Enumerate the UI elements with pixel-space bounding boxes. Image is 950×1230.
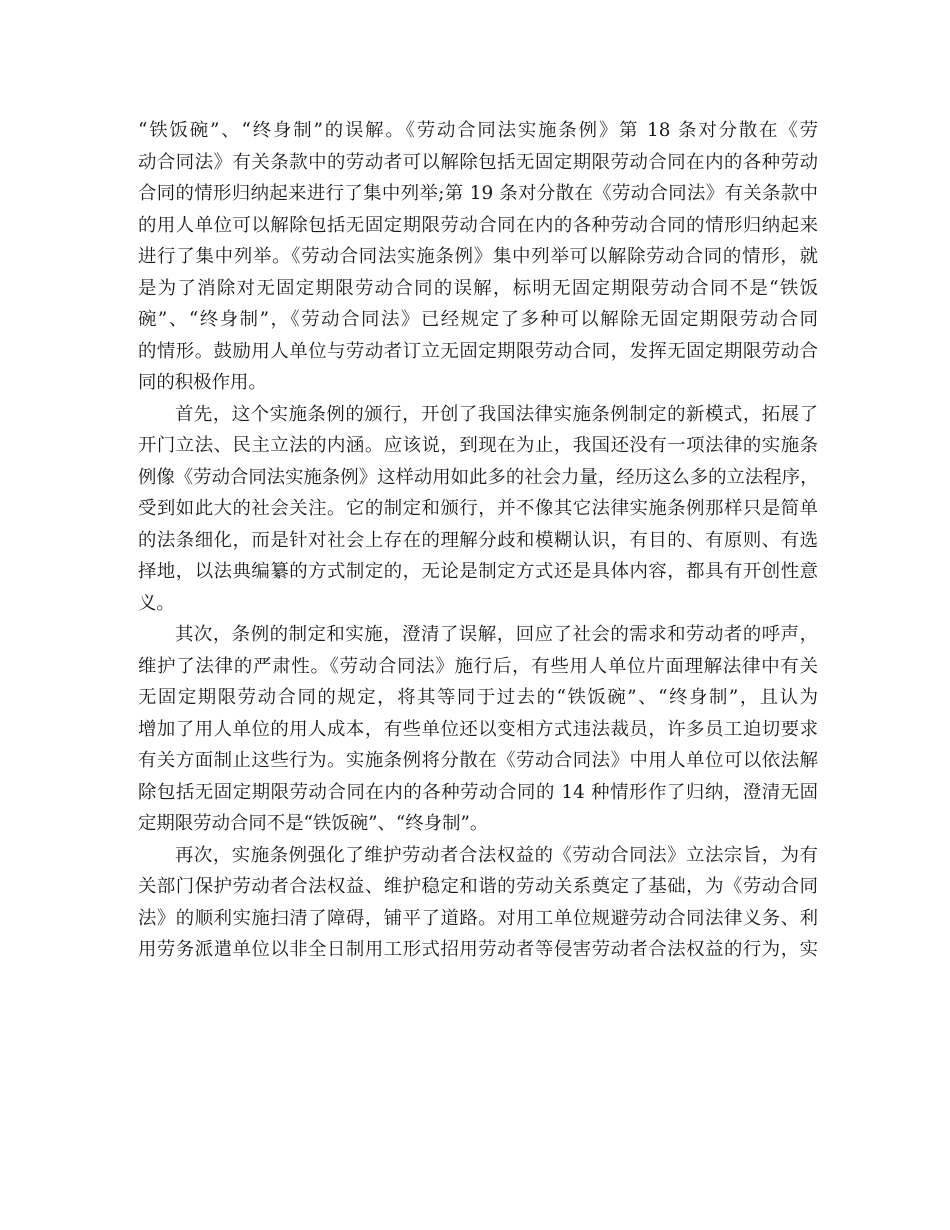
text-line: 择地，以法典编纂的方式制定的，无论是制定方式还是具体内容，都具有开创性意 xyxy=(138,561,818,582)
text-line: 首先，这个实施条例的颁行，开创了我国法律实施条例制定的新模式，拓展了 xyxy=(175,403,818,425)
paragraph-1 xyxy=(138,115,818,399)
text-line: 的情形。鼓励用人单位与劳动者订立无固定期限劳动合同，发挥无固定期限劳动合 xyxy=(138,340,818,362)
text-line: 用劳务派遣单位以非全日制用工形式招用劳动者等侵害劳动者合法权益的行为，实 xyxy=(138,939,818,960)
text-line: 开门立法、民主立法的内涵。应该说，到现在为止，我国还没有一项法律的实施条 xyxy=(138,435,818,456)
paragraph-4 xyxy=(138,840,818,966)
text-line: 其次，条例的制定和实施，澄清了误解，回应了社会的需求和劳动者的呼声， xyxy=(175,624,818,645)
text-line: 进行了集中列举。《劳动合同法实施条例》集中列举可以解除劳动合同的情形，就 xyxy=(138,246,818,267)
paragraph-3 xyxy=(138,619,818,840)
text-line: 再次，实施条例强化了维护劳动者合法权益的《劳动合同法》立法宗旨，为有 xyxy=(175,844,818,866)
text-line: 合同的情形归纳起来进行了集中列举;第 19 条对分散在《劳动合同法》有关条款中 xyxy=(138,183,818,204)
text-line: 例像《劳动合同法实施条例》这样动用如此多的社会力量，经历这么多的立法程序， xyxy=(138,466,819,488)
text-line: 维护了法律的严肃性。《劳动合同法》施行后，有些用人单位片面理解法律中有关 xyxy=(138,655,818,677)
text-line: 关部门保护劳动者合法权益、维护稳定和谐的劳动关系奠定了基础，为《劳动合同 xyxy=(138,876,818,897)
text-line: 法》的顺利实施扫清了障碍，铺平了道路。对用工单位规避劳动合同法律义务、利 xyxy=(138,907,818,929)
text-line: 定期限劳动合同不是“铁饭碗”、“终身制”。 xyxy=(138,813,489,834)
text-line: 的用人单位可以解除包括无固定期限劳动合同在内的各种劳动合同的情形归纳起来 xyxy=(138,214,818,236)
text-line: 无固定期限劳动合同的规定，将其等同于过去的“铁饭碗”、“终身制”，且认为 xyxy=(138,687,818,708)
text-line: 有关方面制止这些行为。实施条例将分散在《劳动合同法》中用人单位可以依法解 xyxy=(138,750,818,771)
text-line: 增加了用人单位的用人成本，有些单位还以变相方式违法裁员，许多员工迫切要求 xyxy=(138,718,818,740)
text-line: 的法条细化，而是针对社会上存在的理解分歧和模糊认识，有目的、有原则、有选 xyxy=(138,529,818,551)
paragraph-2 xyxy=(138,399,818,620)
text-line: 除包括无固定期限劳动合同在内的各种劳动合同的 14 种情形作了归纳，澄清无固 xyxy=(138,781,818,803)
text-line: 是为了消除对无固定期限劳动合同的误解，标明无固定期限劳动合同不是“铁饭 xyxy=(138,277,818,299)
text-line: 动合同法》有关条款中的劳动者可以解除包括无固定期限劳动合同在内的各种劳动 xyxy=(138,151,818,173)
text-line: 同的积极作用。 xyxy=(138,372,267,393)
text-line: 义。 xyxy=(138,592,175,614)
text-line: “铁饭碗”、“终身制”的误解。《劳动合同法实施条例》第 18 条对分散在《劳 xyxy=(138,120,818,141)
document-body xyxy=(138,115,818,966)
text-line: 受到如此大的社会关注。它的制定和颁行，并不像其它法律实施条例那样只是简单 xyxy=(138,498,818,519)
text-line: 碗”、“终身制”，《劳动合同法》已经规定了多种可以解除无固定期限劳动合同 xyxy=(138,309,818,330)
